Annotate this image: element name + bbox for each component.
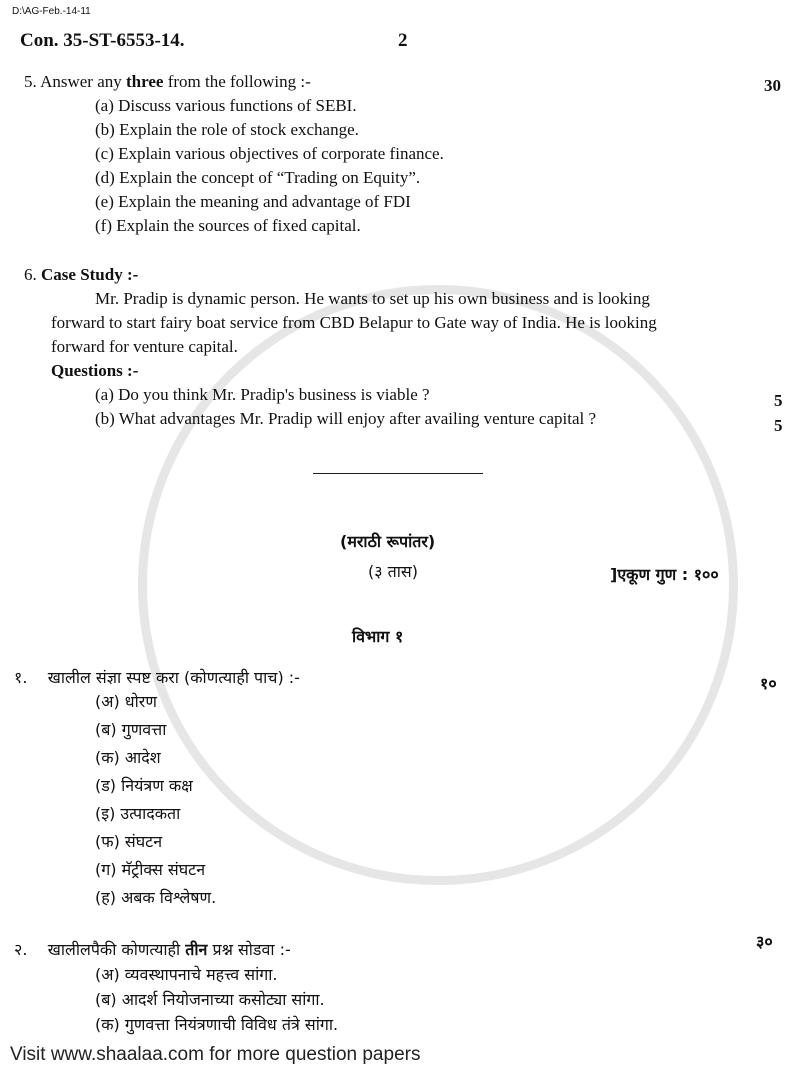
list-item: (d) Explain the concept of “Trading on Equity”. [95, 168, 421, 187]
list-item: (a) Do you think Mr. Pradip's business is viable ? [95, 385, 430, 404]
case-paragraph-line: forward to start fairy boat service from CBD Belapur to Gate way of India. He is looking [51, 313, 657, 332]
divider [313, 473, 483, 474]
watermark-circle [138, 285, 738, 885]
list-item: (e) Explain the meaning and advantage of FDI [95, 192, 411, 211]
list-item: (c) Explain various objectives of corporate finance. [95, 144, 444, 163]
list-item: (ड) नियंत्रण कक्ष [95, 776, 193, 795]
case-paragraph-line: forward for venture capital. [51, 337, 238, 356]
question-marks: 5 [774, 391, 783, 410]
questions-label: Questions :- [51, 361, 139, 380]
question-prompt-bold: तीन [185, 940, 208, 959]
question-5 [24, 72, 311, 92]
question-prompt-end: from the following :- [163, 72, 311, 91]
question-prompt-end: प्रश्न सोडवा :- [207, 940, 291, 959]
list-item: (b) What advantages Mr. Pradip will enjoy after availing venture capital ? [95, 409, 597, 428]
marathi-heading: (मराठी रूपांतर) [340, 532, 436, 551]
list-item: (क) गुणवत्ता नियंत्रणाची विविध तंत्रे सांगा. [95, 1015, 339, 1034]
question-prompt-bold: three [125, 72, 164, 91]
list-item: (फ) संघटन [95, 832, 163, 851]
list-item: (ब) आदर्श नियोजनाच्या कसोट्या सांगा. [95, 990, 325, 1009]
question-prompt: खालीलपैकी कोणत्याही [47, 940, 186, 959]
list-item: (ग) मॅट्रीक्स संघटन [95, 860, 206, 879]
question-number: २. [14, 940, 28, 959]
question-number: १. [14, 668, 28, 687]
list-item: (b) Explain the role of stock exchange. [95, 120, 359, 139]
total-marks: ]एकूण गुण : १०० [610, 565, 719, 584]
list-item: (ब) गुणवत्ता [95, 720, 167, 739]
page-number: 2 [398, 30, 408, 51]
list-item: (अ) व्यवस्थापनाचे महत्त्व सांगा. [95, 965, 278, 984]
question-number: 6. [24, 265, 37, 284]
paper-code: Con. 35-ST-6553-14. [20, 30, 185, 51]
list-item: (अ) धोरण [95, 692, 157, 711]
question-marks: 5 [774, 416, 783, 435]
q2-marks: ३० [756, 932, 773, 951]
q5-marks: 30 [764, 76, 781, 95]
list-item: (f) Explain the sources of fixed capital. [95, 216, 361, 235]
section-title: विभाग १ [352, 627, 404, 646]
file-reference: D:\AG-Feb.-14-11 [12, 6, 91, 17]
footer-link[interactable]: Visit www.shaalaa.com for more question papers [10, 1044, 421, 1065]
list-item: (क) आदेश [95, 748, 161, 767]
list-item: (a) Discuss various functions of SEBI. [95, 96, 357, 115]
q1-marks: १० [760, 674, 777, 693]
case-study-title: Case Study :- [41, 265, 139, 284]
question-prompt: Answer any [40, 72, 126, 91]
question-1 [14, 666, 300, 688]
question-number: 5. [24, 72, 37, 91]
duration: (३ तास) [368, 562, 418, 581]
list-item: (इ) उत्पादकता [95, 804, 181, 823]
case-paragraph-line: Mr. Pradip is dynamic person. He wants to set up his own business and is looking [95, 289, 650, 308]
list-item: (ह) अबक विश्लेषण. [95, 888, 217, 907]
question-prompt: खालील संज्ञा स्पष्ट करा (कोणत्याही पाच) :- [47, 668, 300, 687]
question-2 [14, 938, 291, 960]
question-6 [24, 265, 138, 285]
